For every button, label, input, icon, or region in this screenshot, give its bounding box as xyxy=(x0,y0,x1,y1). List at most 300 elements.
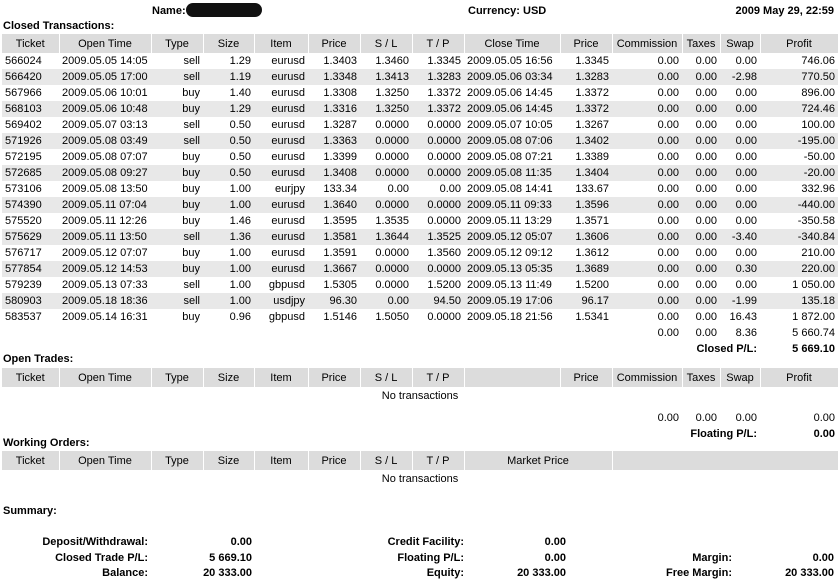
summary-floating-pl-label: Floating P/L: xyxy=(397,552,464,564)
cell-take-profit: 0.0000 xyxy=(412,197,464,213)
cell-size: 1.46 xyxy=(229,215,251,227)
cell-ticket: 569402 xyxy=(5,119,42,131)
cell-stop-loss: 0.00 xyxy=(387,183,409,195)
report-datetime: 2009 May 29, 22:59 xyxy=(735,5,834,17)
cell-open-price: 1.3316 xyxy=(308,101,360,117)
cell-stop-loss: 1.3413 xyxy=(360,69,412,85)
cell-swap: -2.98 xyxy=(720,69,760,85)
cell-profit: 135.18 xyxy=(760,293,838,309)
floating-pl-label: Floating P/L: xyxy=(690,428,757,440)
cell-size: 1.00 xyxy=(229,247,251,259)
cell-open-price: 1.3591 xyxy=(323,247,357,259)
cell-open-price: 1.3595 xyxy=(323,215,357,227)
table-row xyxy=(2,165,838,181)
cell-ticket: 566420 xyxy=(2,69,59,85)
open-header-col-3: Size xyxy=(203,368,254,387)
working-header-col-8: Market Price xyxy=(464,451,612,470)
closed-header-col-9: Price xyxy=(560,34,612,53)
open-header-row xyxy=(2,368,838,387)
cell-open-price: 1.3348 xyxy=(308,69,360,85)
cell-taxes: 0.00 xyxy=(695,183,717,195)
cell-type: buy xyxy=(151,165,203,181)
closed-transactions-table xyxy=(2,34,839,357)
open-total-profit: 0.00 xyxy=(813,412,835,424)
cell-close-time: 2009.05.06 14:45 xyxy=(464,101,560,117)
cell-stop-loss: 0.0000 xyxy=(360,261,412,277)
cell-take-profit: 1.3345 xyxy=(427,55,461,67)
cell-item: eurusd xyxy=(254,261,308,277)
table-row xyxy=(2,149,838,165)
cell-type: sell xyxy=(183,119,200,131)
cell-taxes: 0.00 xyxy=(682,133,720,149)
cell-open-time: 2009.05.06 10:01 xyxy=(62,87,148,99)
cell-close-price: 1.3689 xyxy=(560,261,612,277)
cell-profit: 746.06 xyxy=(801,55,835,67)
cell-size: 1.00 xyxy=(203,197,254,213)
floating-pl-value: 0.00 xyxy=(813,428,835,440)
cell-swap: 0.00 xyxy=(720,101,760,117)
table-row xyxy=(2,309,838,325)
margin-value: 0.00 xyxy=(812,552,834,564)
cell-commission: 0.00 xyxy=(612,133,682,149)
cell-open-time: 2009.05.11 13:50 xyxy=(59,229,151,245)
table-row xyxy=(2,133,838,149)
closed-pl-value: 5 669.10 xyxy=(792,343,835,355)
cell-ticket: 572685 xyxy=(2,165,59,181)
cell-close-time: 2009.05.13 11:49 xyxy=(467,279,552,291)
cell-take-profit: 94.50 xyxy=(412,293,464,309)
cell-open-price: 1.3581 xyxy=(308,229,360,245)
cell-size: 1.00 xyxy=(203,261,254,277)
cell-taxes: 0.00 xyxy=(695,215,717,227)
cell-stop-loss: 0.0000 xyxy=(360,133,412,149)
cell-open-price: 1.3408 xyxy=(308,165,360,181)
closed-total-taxes: 0.00 xyxy=(695,327,717,339)
cell-profit: 1 050.00 xyxy=(792,279,835,291)
table-row xyxy=(2,85,838,101)
cell-swap: 0.00 xyxy=(735,87,757,99)
cell-stop-loss: 0.00 xyxy=(360,293,412,309)
table-row xyxy=(2,197,838,213)
cell-ticket: 573106 xyxy=(5,183,42,195)
cell-open-price: 1.3399 xyxy=(323,151,357,163)
cell-type: buy xyxy=(182,311,200,323)
cell-type: buy xyxy=(182,151,200,163)
open-header-col-5: Price xyxy=(308,368,360,387)
cell-commission: 0.00 xyxy=(657,183,679,195)
deposit-value: 0.00 xyxy=(230,536,252,548)
cell-close-price: 1.3372 xyxy=(575,87,609,99)
cell-commission: 0.00 xyxy=(657,215,679,227)
cell-open-time: 2009.05.06 10:48 xyxy=(59,101,151,117)
working-header-col-5: Price xyxy=(308,451,360,470)
cell-close-time: 2009.05.08 07:21 xyxy=(467,151,553,163)
open-total-commission: 0.00 xyxy=(657,412,679,424)
closed-header-col-4: Item xyxy=(254,34,308,53)
cell-open-price: 1.3363 xyxy=(308,133,360,149)
cell-stop-loss: 1.5050 xyxy=(375,311,409,323)
working-orders-table xyxy=(2,451,839,487)
cell-close-time: 2009.05.08 14:41 xyxy=(467,183,553,195)
credit-facility-label: Credit Facility: xyxy=(387,536,464,548)
cell-profit: -195.00 xyxy=(760,133,838,149)
cell-ticket: 567966 xyxy=(5,87,42,99)
cell-take-profit: 0.0000 xyxy=(427,151,461,163)
cell-commission: 0.00 xyxy=(657,279,679,291)
free-margin-label: Free Margin: xyxy=(665,567,732,579)
balance-value: 20 333.00 xyxy=(203,567,252,579)
cell-taxes: 0.00 xyxy=(682,165,720,181)
cell-ticket: 579239 xyxy=(5,279,42,291)
cell-open-time: 2009.05.13 07:33 xyxy=(62,279,148,291)
open-total-swap: 0.00 xyxy=(735,412,757,424)
cell-type: sell xyxy=(151,133,203,149)
cell-item: eurusd xyxy=(254,165,308,181)
open-header-col-0: Ticket xyxy=(2,368,59,387)
cell-swap: 0.00 xyxy=(720,133,760,149)
working-orders-title: Working Orders: xyxy=(3,437,90,449)
cell-commission: 0.00 xyxy=(657,151,679,163)
cell-item: eurusd xyxy=(271,215,305,227)
cell-take-profit: 0.0000 xyxy=(412,261,464,277)
table-row xyxy=(2,181,838,197)
cell-close-time: 2009.05.08 11:35 xyxy=(464,165,560,181)
cell-type: buy xyxy=(151,197,203,213)
cell-taxes: 0.00 xyxy=(695,247,717,259)
cell-swap: 0.00 xyxy=(735,151,757,163)
cell-profit: 770.50 xyxy=(760,69,838,85)
open-trades-title: Open Trades: xyxy=(3,353,74,365)
cell-size: 1.40 xyxy=(229,87,251,99)
cell-ticket: 566024 xyxy=(5,55,42,67)
cell-ticket: 568103 xyxy=(2,101,59,117)
cell-item: eurusd xyxy=(254,69,308,85)
cell-open-price: 1.5146 xyxy=(323,311,357,323)
cell-open-time: 2009.05.08 09:27 xyxy=(59,165,151,181)
cell-take-profit: 0.0000 xyxy=(427,311,461,323)
cell-type: buy xyxy=(182,215,200,227)
cell-open-time: 2009.05.08 03:49 xyxy=(59,133,151,149)
cell-type: buy xyxy=(151,101,203,117)
closed-header-col-8: Close Time xyxy=(464,34,560,53)
open-trades-table xyxy=(2,368,839,442)
cell-open-time: 2009.05.08 07:07 xyxy=(62,151,148,163)
cell-size: 1.00 xyxy=(229,279,251,291)
open-header-col-8 xyxy=(464,368,560,387)
open-header-col-4: Item xyxy=(254,368,308,387)
cell-stop-loss: 0.0000 xyxy=(375,119,409,131)
table-row xyxy=(2,245,838,261)
cell-profit: 220.00 xyxy=(760,261,838,277)
cell-open-price: 1.3403 xyxy=(323,55,357,67)
cell-close-price: 133.67 xyxy=(575,183,609,195)
cell-profit: 1 872.00 xyxy=(792,311,835,323)
cell-open-price: 1.3667 xyxy=(308,261,360,277)
table-row xyxy=(2,117,838,133)
cell-take-profit: 0.0000 xyxy=(427,119,461,131)
cell-open-time: 2009.05.05 17:00 xyxy=(59,69,151,85)
cell-close-time: 2009.05.11 09:33 xyxy=(464,197,560,213)
open-header-col-6: S / L xyxy=(360,368,412,387)
working-header-col-9 xyxy=(612,451,838,470)
cell-item: eurjpy xyxy=(275,183,305,195)
closed-header-col-5: Price xyxy=(308,34,360,53)
cell-close-price: 1.3372 xyxy=(560,101,612,117)
cell-swap: 0.00 xyxy=(735,55,757,67)
cell-item: eurusd xyxy=(271,247,305,259)
cell-profit: -340.84 xyxy=(760,229,838,245)
cell-close-price: 96.17 xyxy=(560,293,612,309)
margin-label: Margin: xyxy=(692,552,732,564)
cell-ticket: 576717 xyxy=(5,247,42,259)
credit-facility-value: 0.00 xyxy=(544,536,566,548)
working-header-col-4: Item xyxy=(254,451,308,470)
cell-close-price: 1.3596 xyxy=(560,197,612,213)
cell-ticket: 572195 xyxy=(5,151,42,163)
closed-header-col-7: T / P xyxy=(412,34,464,53)
cell-item: eurusd xyxy=(271,87,305,99)
closed-total-profit: 5 660.74 xyxy=(792,327,835,339)
cell-ticket: 577854 xyxy=(2,261,59,277)
cell-take-profit: 1.5200 xyxy=(427,279,461,291)
equity-label: Equity: xyxy=(426,567,464,579)
cell-open-price: 1.5305 xyxy=(323,279,357,291)
cell-item: eurusd xyxy=(271,151,305,163)
closed-trade-pl-label: Closed Trade P/L: xyxy=(55,552,148,564)
cell-stop-loss: 0.0000 xyxy=(375,247,409,259)
cell-stop-loss: 0.0000 xyxy=(375,279,409,291)
cell-item: eurusd xyxy=(254,197,308,213)
cell-profit: 210.00 xyxy=(801,247,835,259)
cell-stop-loss: 1.3250 xyxy=(375,87,409,99)
cell-taxes: 0.00 xyxy=(695,55,717,67)
closed-header-row xyxy=(2,34,838,53)
cell-close-price: 1.3606 xyxy=(560,229,612,245)
table-row xyxy=(2,229,838,245)
cell-taxes: 0.00 xyxy=(695,87,717,99)
cell-taxes: 0.00 xyxy=(682,293,720,309)
cell-commission: 0.00 xyxy=(657,247,679,259)
table-row xyxy=(2,101,838,117)
closed-transactions-title: Closed Transactions: xyxy=(3,20,115,32)
open-header-col-12: Swap xyxy=(720,368,760,387)
cell-ticket: 580903 xyxy=(2,293,59,309)
summary-floating-pl-value: 0.00 xyxy=(544,552,566,564)
working-header-col-6: S / L xyxy=(360,451,412,470)
cell-close-price: 1.3402 xyxy=(560,133,612,149)
cell-profit: -350.58 xyxy=(797,215,835,227)
cell-ticket: 571926 xyxy=(2,133,59,149)
summary-title: Summary: xyxy=(3,505,57,517)
cell-size: 1.19 xyxy=(203,69,254,85)
cell-close-price: 1.3267 xyxy=(575,119,609,131)
cell-commission: 0.00 xyxy=(612,165,682,181)
working-header-col-7: T / P xyxy=(412,451,464,470)
cell-take-profit: 0.0000 xyxy=(412,133,464,149)
currency-label: Currency: USD xyxy=(468,5,547,17)
cell-stop-loss: 0.0000 xyxy=(360,165,412,181)
working-header-col-3: Size xyxy=(203,451,254,470)
cell-swap: 0.30 xyxy=(720,261,760,277)
cell-size: 1.29 xyxy=(203,101,254,117)
table-row xyxy=(2,293,838,309)
cell-taxes: 0.00 xyxy=(682,69,720,85)
cell-taxes: 0.00 xyxy=(695,151,717,163)
open-header-col-1: Open Time xyxy=(59,368,151,387)
table-row xyxy=(2,53,838,69)
cell-item: eurusd xyxy=(254,229,308,245)
cell-swap: -1.99 xyxy=(720,293,760,309)
cell-open-time: 2009.05.07 03:13 xyxy=(62,119,148,131)
cell-profit: -20.00 xyxy=(760,165,838,181)
cell-commission: 0.00 xyxy=(657,55,679,67)
cell-profit: 100.00 xyxy=(801,119,835,131)
cell-item: eurusd xyxy=(271,119,305,131)
cell-profit: 724.46 xyxy=(760,101,838,117)
cell-size: 1.00 xyxy=(229,183,251,195)
cell-open-time: 2009.05.08 13:50 xyxy=(62,183,148,195)
cell-size: 1.36 xyxy=(203,229,254,245)
cell-stop-loss: 1.3460 xyxy=(375,55,409,67)
cell-swap: 0.00 xyxy=(735,119,757,131)
cell-size: 0.50 xyxy=(229,151,251,163)
closed-trade-pl-value: 5 669.10 xyxy=(209,552,252,564)
balance-label: Balance: xyxy=(102,567,148,579)
cell-open-price: 133.34 xyxy=(323,183,357,195)
cell-type: sell xyxy=(151,69,203,85)
cell-commission: 0.00 xyxy=(612,197,682,213)
cell-stop-loss: 1.3535 xyxy=(375,215,409,227)
cell-open-time: 2009.05.18 18:36 xyxy=(59,293,151,309)
cell-size: 1.29 xyxy=(229,55,251,67)
closed-totals-row xyxy=(2,325,838,341)
cell-swap: -3.40 xyxy=(720,229,760,245)
working-no-transactions: No transactions xyxy=(381,472,459,485)
open-header-col-13: Profit xyxy=(760,368,838,387)
cell-open-time: 2009.05.14 16:31 xyxy=(62,311,148,323)
cell-open-time: 2009.05.12 07:07 xyxy=(62,247,148,259)
cell-commission: 0.00 xyxy=(612,293,682,309)
cell-ticket: 575629 xyxy=(2,229,59,245)
cell-swap: 0.00 xyxy=(720,197,760,213)
cell-close-price: 1.3283 xyxy=(560,69,612,85)
cell-taxes: 0.00 xyxy=(695,311,717,323)
closed-header-col-6: S / L xyxy=(360,34,412,53)
cell-item: eurusd xyxy=(254,101,308,117)
cell-close-time: 2009.05.19 17:06 xyxy=(464,293,560,309)
cell-close-price: 1.3612 xyxy=(575,247,609,259)
cell-swap: 0.00 xyxy=(735,215,757,227)
cell-type: sell xyxy=(151,229,203,245)
cell-commission: 0.00 xyxy=(612,101,682,117)
closed-header-col-10: Commission xyxy=(612,34,682,53)
cell-stop-loss: 0.0000 xyxy=(360,197,412,213)
working-header-col-2: Type xyxy=(151,451,203,470)
cell-item: eurusd xyxy=(254,133,308,149)
open-header-col-10: Commission xyxy=(612,368,682,387)
open-header-col-9: Price xyxy=(560,368,612,387)
closed-header-col-2: Type xyxy=(151,34,203,53)
cell-commission: 0.00 xyxy=(612,261,682,277)
redacted-name xyxy=(186,3,262,17)
cell-close-time: 2009.05.18 21:56 xyxy=(467,311,553,323)
cell-open-time: 2009.05.11 12:26 xyxy=(62,215,147,227)
cell-open-time: 2009.05.11 07:04 xyxy=(59,197,151,213)
cell-item: gbpusd xyxy=(268,311,305,323)
cell-take-profit: 1.3372 xyxy=(427,87,461,99)
cell-ticket: 575520 xyxy=(5,215,42,227)
cell-profit: 896.00 xyxy=(801,87,835,99)
cell-ticket: 583537 xyxy=(5,311,42,323)
cell-commission: 0.00 xyxy=(657,311,679,323)
working-header-row xyxy=(2,451,838,470)
cell-close-time: 2009.05.07 10:05 xyxy=(467,119,553,131)
cell-take-profit: 0.0000 xyxy=(412,165,464,181)
cell-swap: 0.00 xyxy=(735,247,757,259)
cell-type: buy xyxy=(182,247,200,259)
equity-value: 20 333.00 xyxy=(517,567,566,579)
closed-header-col-13: Profit xyxy=(760,34,838,53)
open-header-col-2: Type xyxy=(151,368,203,387)
cell-stop-loss: 1.3644 xyxy=(360,229,412,245)
open-total-taxes: 0.00 xyxy=(695,412,717,424)
cell-take-profit: 0.0000 xyxy=(427,215,461,227)
cell-type: buy xyxy=(182,183,200,195)
cell-close-time: 2009.05.06 03:34 xyxy=(464,69,560,85)
cell-take-profit: 1.3372 xyxy=(412,101,464,117)
cell-ticket: 574390 xyxy=(2,197,59,213)
closed-header-col-12: Swap xyxy=(720,34,760,53)
cell-open-time: 2009.05.05 14:05 xyxy=(62,55,148,67)
cell-take-profit: 1.3283 xyxy=(412,69,464,85)
cell-profit: -50.00 xyxy=(803,151,835,163)
open-header-col-7: T / P xyxy=(412,368,464,387)
open-header-col-11: Taxes xyxy=(682,368,720,387)
closed-total-swap: 8.36 xyxy=(735,327,757,339)
table-row xyxy=(2,261,838,277)
cell-item: gbpusd xyxy=(268,279,305,291)
cell-commission: 0.00 xyxy=(612,229,682,245)
cell-item: usdjpy xyxy=(254,293,308,309)
cell-take-profit: 1.3560 xyxy=(427,247,461,259)
cell-close-price: 1.3571 xyxy=(575,215,609,227)
cell-open-price: 96.30 xyxy=(308,293,360,309)
cell-taxes: 0.00 xyxy=(695,119,717,131)
closed-header-col-0: Ticket xyxy=(2,34,59,53)
closed-total-commission: 0.00 xyxy=(657,327,679,339)
cell-type: sell xyxy=(151,293,203,309)
cell-open-price: 1.3287 xyxy=(323,119,357,131)
cell-open-price: 1.3308 xyxy=(323,87,357,99)
cell-swap: 0.00 xyxy=(735,279,757,291)
table-row xyxy=(2,277,838,293)
cell-close-time: 2009.05.13 05:35 xyxy=(464,261,560,277)
cell-close-time: 2009.05.12 09:12 xyxy=(467,247,553,259)
cell-size: 0.50 xyxy=(229,119,251,131)
cell-type: sell xyxy=(183,279,200,291)
cell-take-profit: 0.00 xyxy=(439,183,461,195)
cell-close-time: 2009.05.12 05:07 xyxy=(464,229,560,245)
cell-commission: 0.00 xyxy=(657,87,679,99)
cell-close-price: 1.3404 xyxy=(560,165,612,181)
cell-close-time: 2009.05.11 13:29 xyxy=(467,215,552,227)
cell-type: buy xyxy=(151,261,203,277)
cell-stop-loss: 0.0000 xyxy=(375,151,409,163)
cell-commission: 0.00 xyxy=(612,69,682,85)
cell-swap: 0.00 xyxy=(735,183,757,195)
cell-stop-loss: 1.3250 xyxy=(360,101,412,117)
free-margin-value: 20 333.00 xyxy=(785,567,834,579)
